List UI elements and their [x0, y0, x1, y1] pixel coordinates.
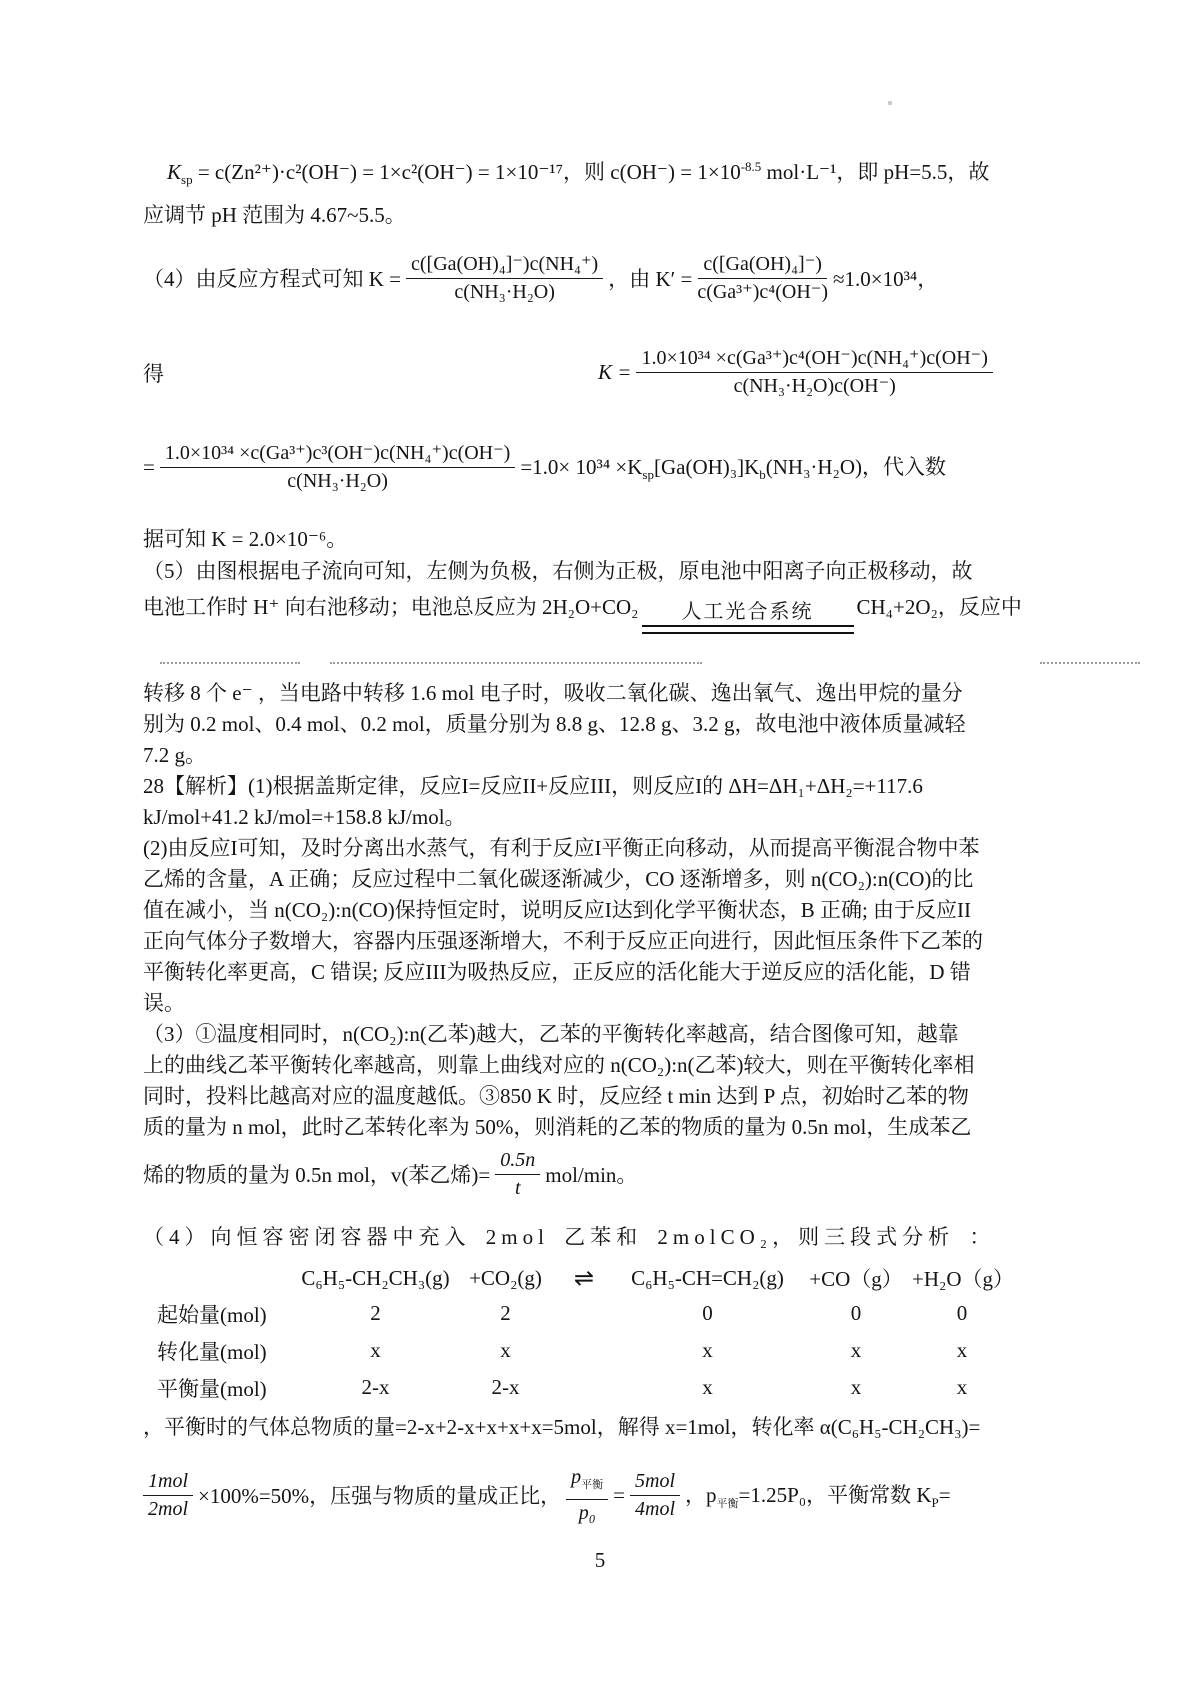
table-cell: 0: [956, 1301, 968, 1325]
reactant-1: C₆H₅-CH₂CH₃(g): [301, 1265, 450, 1290]
fraction-pressure-ratio: $\frac{p_{平衡}}{\text{p₀}}$: [566, 1465, 608, 1526]
table-cell: 0: [702, 1301, 713, 1325]
q28-part2-line-6: 误。: [143, 991, 185, 1015]
p-equilibrium-symbol: p: [571, 1465, 582, 1488]
q28-part2-line-4: 正向气体分子数增大，容器内压强逐渐增大，不利于反应正向进行，因此恒压条件下乙苯的: [143, 929, 983, 953]
q28-part3-line-4: 质的量为 n mol，此时乙苯转化率为 50%，则消耗的乙苯的物质的量为 0.5n mol，生成苯乙: [143, 1115, 972, 1139]
reaction-condition-label: 人工光合系统: [642, 601, 854, 634]
table-cell: x: [370, 1338, 381, 1362]
equilibrium-solve-line: ，平衡时的气体总物质的量=2-x+2-x+x+x+x=5mol，解得 x=1mol，转化率 α(C₆H₅-CH₂CH₃)=: [143, 1415, 981, 1439]
three-stage-table: [143, 1258, 1012, 1406]
product-2: +CO（g）: [809, 1267, 903, 1291]
table-cell: 2-x: [361, 1375, 390, 1399]
table-cell: 2: [370, 1301, 381, 1325]
table-row-label: 起始量(mol): [157, 1302, 267, 1327]
table-cell: x: [956, 1375, 968, 1399]
k-derivation-block-1: 得 K = $\frac{\text{1.0×10³⁴ ×c(Ga³⁺)c⁴(OH⁻)c(NH₄⁺)c(OH⁻)}}{\text{c(NH₃·H₂O)c(OH⁻)}}$: [143, 325, 1063, 420]
k-derivation-eq: K = $\frac{\text{1.0×10³⁴ ×c(Ga³⁺)c⁴(OH⁻)c(NH₄⁺)c(OH⁻)}}{\text{c(NH₃·H₂O)c(OH⁻)}}$: [598, 346, 998, 399]
q28-part3-line-1: （3）①温度相同时，n(CO₂):n(乙苯)越大，乙苯的平衡转化率越高，结合图像可知，越靠: [143, 1022, 959, 1046]
q28-analysis-line-2: kJ/mol+41.2 kJ/mol=+158.8 kJ/mol。: [143, 805, 466, 829]
equilibrium-arrow-icon: ⇌: [573, 1264, 595, 1292]
conversion-pressure-block: $\frac{\text{1mol}}{\text{2mol}}$ ×100%=50%，压强与物质的量成正比， $\frac{p_{平衡}}{\text{p₀}}$ = $\frac{\text{5mol}}{\text{4mol}}$ ，$p_{平衡}=1.25P_0$，平衡常数 $K_P=$: [143, 1450, 951, 1540]
fraction-k-prime: $\frac{\text{c([Ga(OH)₄]⁻)}}{\text{c(Ga³⁺)c⁴(OH⁻)}}$: [697, 252, 828, 303]
fraction-rate: $\frac{0.5n}{t}$: [495, 1148, 540, 1201]
q28-part2-line-3: 值在减小，当 n(CO₂):n(CO)保持恒定时，说明反应I达到化学平衡状态，B 正确; 由于反应II: [143, 898, 972, 922]
fraction-k-full: $\frac{\text{1.0×10³⁴ ×c(Ga³⁺)c⁴(OH⁻)c(NH₄⁺)c(OH⁻)}}{\text{c(NH₃·H₂O)c(OH⁻)}}$: [636, 346, 992, 399]
fraction-k-simplified: $\frac{\text{1.0×10³⁴ ×c(Ga³⁺)c³(OH⁻)c(NH₄⁺)c(OH⁻)}}{\text{c(NH₃·H₂O)}}$: [160, 441, 516, 494]
table-row-label: 转化量(mol): [157, 1339, 267, 1364]
q28-part3-line-2: 上的曲线乙苯平衡转化率越高，则靠上曲线对应的 n(CO₂):n(乙苯)较大，则在平衡转化率相: [143, 1053, 975, 1077]
q28-part3-line-3: 同时，投料比越高对应的温度越低。③850 K 时，反应经 t min 达到 P 点，初始时乙苯的物: [143, 1084, 969, 1108]
q28-part2-line-1: (2)由反应I可知，及时分离出水蒸气，有利于反应I平衡正向移动，从而提高平衡混合物中苯: [143, 836, 980, 860]
fraction-k: $\frac{\text{c([Ga(OH)₄]⁻)c(NH₄⁺)}}{\text{c(NH₃·H₂O)}}$: [406, 252, 603, 305]
k-value-line: 据可知 K = 2.0×10⁻⁶。: [143, 527, 348, 551]
table-row-label: 平衡量(mol): [157, 1376, 267, 1401]
table-cell: 0: [850, 1301, 862, 1325]
table-cell: x: [850, 1338, 862, 1362]
table-cell: 2-x: [491, 1375, 520, 1399]
q28-part2-line-2: 乙烯的含量，A 正确；反应过程中二氧化碳逐渐减少，CO 逐渐增多，则 n(CO₂):n(CO)的比: [143, 867, 974, 891]
reactant-2: +CO₂(g): [469, 1265, 542, 1290]
q28-analysis-line-1: 28【解析】(1)根据盖斯定律，反应I=反应II+反应III，则反应I的 ΔH=ΔH₁+ΔH₂=+117.6: [143, 774, 923, 798]
rate-equation-block: 烯的物质的量为 0.5n mol，v(苯乙烯)= $\frac{0.5n}{t}$ mol/min。: [143, 1148, 638, 1199]
q28-part2-line-5: 平衡转化率更高，C 错误; 反应III为吸热反应，正反应的活化能大于逆反应的活化能，D 错: [143, 960, 971, 984]
table-cell: x: [702, 1375, 713, 1399]
pressure-result: ，$p_{平衡}=1.25P_0$，平衡常数 $K_P=$: [685, 1482, 951, 1511]
fraction-conversion: $\frac{\text{1mol}}{\text{2mol}}$: [143, 1469, 193, 1522]
q4-k-definition-block: （4）由反应方程式可知 K = $\frac{\text{c([Ga(OH)₄]⁻)c(NH₄⁺)}}{\text{c(NH₃·H₂O)}}$ ，由 K′ = $\frac{\text{c([Ga(OH)₄]⁻)}}{\text{c(Ga³⁺)c⁴(OH⁻)}}$ ≈1.0×10³⁴，: [143, 252, 939, 303]
emphasis-dots: [330, 662, 702, 664]
ph-range-line: 应调节 pH 范围为 4.67~5.5。: [143, 203, 406, 227]
battery-reaction-line: 电池工作时 H⁺ 向右池移动；电池总反应为 2H₂O+CO₂ 人工光合系统 CH₄+2O₂，反应中: [143, 592, 1022, 634]
page-number: 5: [594, 1548, 606, 1572]
table-cell: x: [500, 1338, 511, 1362]
product-1: C₆H₅-CH=CH₂(g): [631, 1265, 784, 1290]
double-bond-arrow: [642, 625, 854, 634]
q28-part4-intro-line: （4）向恒容密闭容器中充入 2mol 乙苯和 2molCO₂，则三段式分析 ：: [143, 1225, 996, 1249]
k-derivation-block-2: = $\frac{\text{1.0×10³⁴ ×c(Ga³⁺)c³(OH⁻)c(NH₄⁺)c(OH⁻)}}{\text{c(NH₃·H₂O)}}$ $=1.0\times 10^{34} \times K_{sp}[Ga(OH)_3]K_b(NH_3\cdot H_2O)$，代入数: [143, 442, 947, 492]
mass-result-line: 7.2 g。: [143, 743, 206, 767]
table-cell: x: [956, 1338, 968, 1362]
mass-calc-line: 别为 0.2 mol、0.4 mol、0.2 mol，质量分别为 8.8 g、12.8 g、3.2 g，故电池中液体质量减轻: [143, 712, 966, 736]
ksp-equation-line: $K_{sp} = c(Zn^{2+})\cdot c^2(OH^-) = 1\times c^2(OH^-) = 1\times 10^{-17}$，则 $c(OH^-) = 1\times 10^{-8.5}$ mol·L⁻¹，即 pH=5.5，故: [167, 159, 990, 188]
table-cell: x: [702, 1338, 713, 1362]
emphasis-dots: [160, 662, 300, 664]
k-result-expression: $=1.0\times 10^{34} \times K_{sp}[Ga(OH)_3]K_b(NH_3\cdot H_2O)$，代入数: [520, 455, 947, 483]
table-cell: 2: [500, 1301, 511, 1325]
table-cell: x: [850, 1375, 862, 1399]
scan-artifact: [888, 101, 892, 105]
product-3: +H₂O（g）: [912, 1267, 1014, 1291]
fraction-mol-ratio: $\frac{\text{5mol}}{\text{4mol}}$: [630, 1469, 680, 1522]
ksp-symbol: K: [167, 160, 182, 184]
electron-transfer-line: 转移 8 个 e⁻ ，当电路中转移 1.6 mol 电子时，吸收二氧化碳、逸出氧气、逸出甲烷的量分: [143, 681, 963, 705]
q5-intro-line: （5）由图根据电子流向可知，左侧为负极，右侧为正极，原电池中阳离子向正极移动，故: [143, 559, 973, 583]
emphasis-dots: [1040, 662, 1140, 664]
